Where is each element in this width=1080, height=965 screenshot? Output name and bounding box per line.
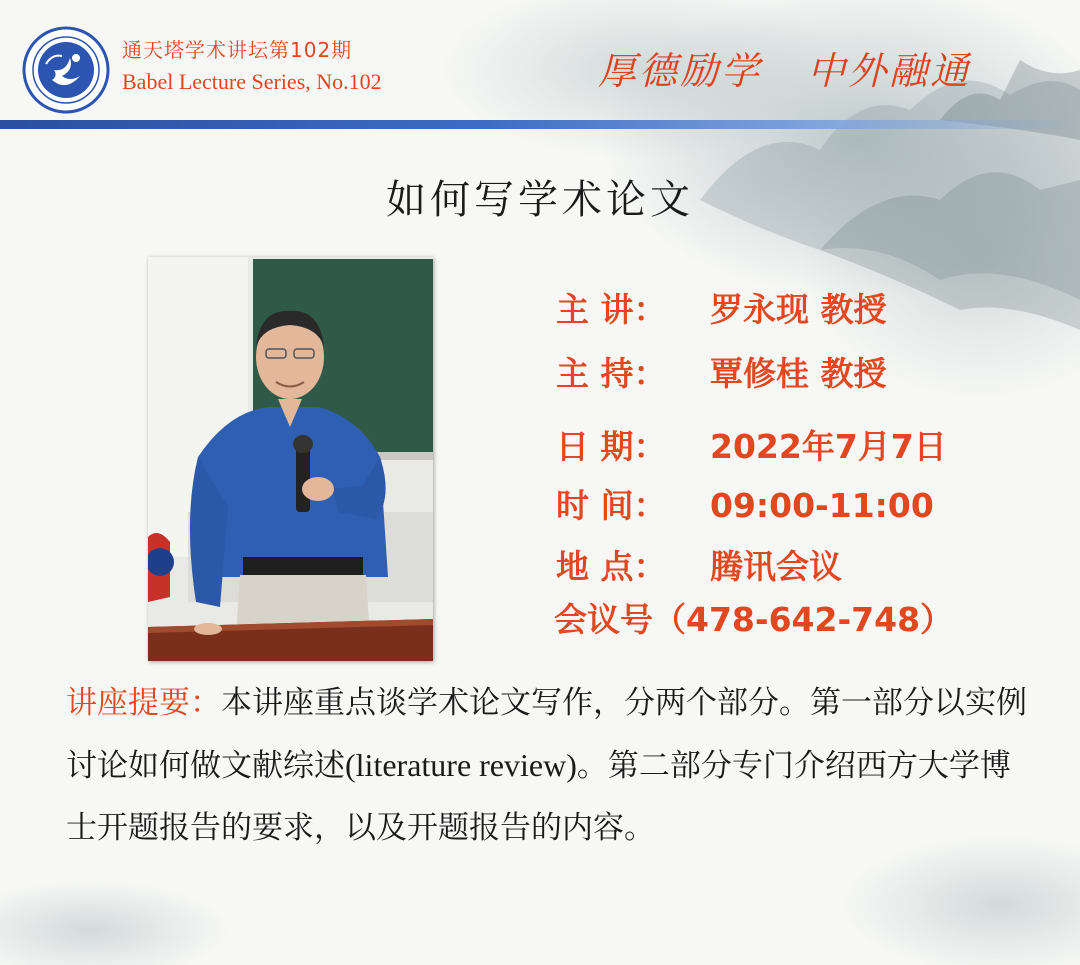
info-row-location xyxy=(556,541,842,588)
info-label-time: 时 间： xyxy=(556,486,667,525)
school-motto: 厚德励学 中外融通 xyxy=(598,49,972,93)
info-label-date: 日 期： xyxy=(556,427,667,466)
school-emblem-icon xyxy=(22,26,110,114)
info-label-location: 地 点： xyxy=(556,547,667,586)
info-label-speaker: 主 讲： xyxy=(556,290,667,329)
meeting-id: 会议号（478-642-748） xyxy=(554,600,954,639)
info-value-date: 2022年7月7日 xyxy=(710,427,947,466)
lecture-summary xyxy=(66,672,1036,859)
lecture-series-title-en: Babel Lecture Series, No.102 xyxy=(122,69,382,94)
info-value-location: 腾讯会议 xyxy=(710,547,842,586)
summary-label: 讲座提要： xyxy=(66,685,221,721)
lecture-series-title-cn: 通天塔学术讲坛第102期 xyxy=(122,38,353,62)
header-divider-line xyxy=(0,120,1080,129)
lecture-title: 如何写学术论文 xyxy=(386,177,694,223)
summary-text-part2: 。第二部分专门介绍西方大学博士开题报告的要求，以及开题报告的内容。 xyxy=(66,748,1011,846)
info-label-host: 主 持： xyxy=(556,354,667,393)
info-value-host: 覃修桂 教授 xyxy=(710,354,887,393)
info-row-host xyxy=(556,348,887,395)
info-row-time xyxy=(556,480,934,527)
info-row-date xyxy=(556,421,947,468)
speaker-photo xyxy=(148,257,433,661)
info-row-speaker xyxy=(556,284,887,331)
summary-text-part1: 本讲座重点谈学术论文写作，分两个部分。第一部分以实例讨论如何做文献综述 xyxy=(66,685,1027,784)
info-value-speaker: 罗永现 教授 xyxy=(710,290,887,329)
info-value-time: 09:00-11:00 xyxy=(710,486,934,525)
summary-text-english: (literature review) xyxy=(345,747,577,783)
